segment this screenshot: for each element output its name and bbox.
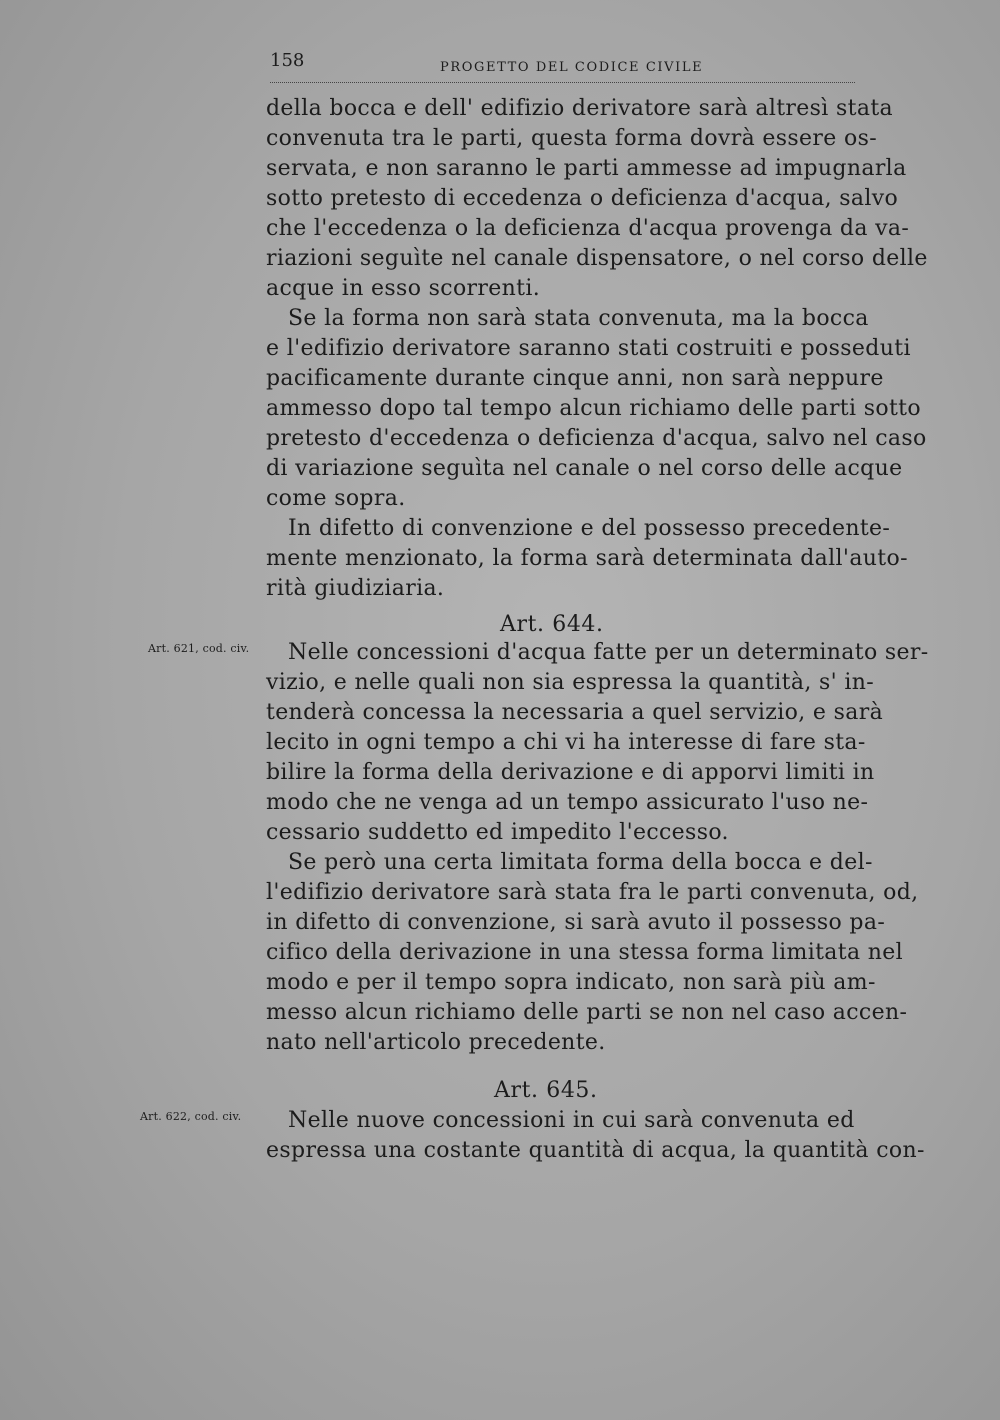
text-line: della bocca e dell' edifizio derivatore sarà altresì stata — [266, 96, 893, 121]
text-line: Se però una certa limitata forma della bocca e del- — [288, 850, 873, 875]
text-line: espressa una costante quantità di acqua, la quantità con- — [266, 1138, 925, 1163]
running-title: PROGETTO DEL CODICE CIVILE — [440, 60, 704, 75]
text-line: In difetto di convenzione e del possesso precedente- — [288, 516, 891, 541]
page-number: 158 — [270, 50, 305, 71]
article-heading-644: Art. 644. — [500, 612, 604, 637]
text-line: e l'edifizio derivatore saranno stati costruiti e posseduti — [266, 336, 911, 361]
text-line: Se la forma non sarà stata convenuta, ma la bocca — [288, 306, 869, 331]
text-line: come sopra. — [266, 486, 406, 511]
text-line: riazioni seguìte nel canale dispensatore, o nel corso delle — [266, 246, 928, 271]
text-line: sotto pretesto di eccedenza o deficienza d'acqua, salvo — [266, 186, 899, 211]
text-line: nato nell'articolo precedente. — [266, 1030, 606, 1055]
text-line: che l'eccedenza o la deficienza d'acqua provenga da va- — [266, 216, 910, 241]
margin-note-645: Art. 622, cod. civ. — [140, 1110, 242, 1123]
text-block-article-644 — [266, 638, 929, 1058]
text-line: convenuta tra le parti, questa forma dovrà essere os- — [266, 126, 878, 151]
text-line: rità giudiziaria. — [266, 576, 445, 601]
text-line: messo alcun richiamo delle parti se non nel caso accen- — [266, 1000, 908, 1025]
text-line: modo che ne venga ad un tempo assicurato l'uso ne- — [266, 790, 869, 815]
text-line: cifico della derivazione in una stessa forma limitata nel — [266, 940, 904, 965]
text-line: pretesto d'eccedenza o deficienza d'acqua, salvo nel caso — [266, 426, 927, 451]
text-line: acque in esso scorrenti. — [266, 276, 541, 301]
text-line: in difetto di convenzione, si sarà avuto il possesso pa- — [266, 910, 886, 935]
text-line: lecito in ogni tempo a chi vi ha interesse di fare sta- — [266, 730, 866, 755]
text-line: l'edifizio derivatore sarà stata fra le parti convenuta, od, — [266, 880, 919, 905]
text-line: cessario suddetto ed impedito l'eccesso. — [266, 820, 729, 845]
text-line: Nelle concessioni d'acqua fatte per un determinato ser- — [288, 640, 929, 665]
text-line: pacificamente durante cinque anni, non sarà neppure — [266, 366, 884, 391]
text-block-continuation — [266, 94, 928, 604]
text-line: di variazione seguìta nel canale o nel corso delle acque — [266, 456, 903, 481]
article-heading-645: Art. 645. — [494, 1078, 598, 1103]
text-line: modo e per il tempo sopra indicato, non sarà più am- — [266, 970, 876, 995]
text-line: vizio, e nelle quali non sia espressa la quantità, s' in- — [266, 670, 875, 695]
text-line: Nelle nuove concessioni in cui sarà convenuta ed — [288, 1108, 855, 1133]
text-line: tenderà concessa la necessaria a quel servizio, e sarà — [266, 700, 884, 725]
page-header — [270, 50, 855, 83]
text-line: bilire la forma della derivazione e di apporvi limiti in — [266, 760, 875, 785]
text-block-article-645 — [266, 1106, 925, 1166]
text-line: mente menzionato, la forma sarà determinata dall'auto- — [266, 546, 908, 571]
margin-note-644: Art. 621, cod. civ. — [148, 642, 250, 655]
text-line: servata, e non saranno le parti ammesse ad impugnarla — [266, 156, 907, 181]
text-line: ammesso dopo tal tempo alcun richiamo delle parti sotto — [266, 396, 921, 421]
